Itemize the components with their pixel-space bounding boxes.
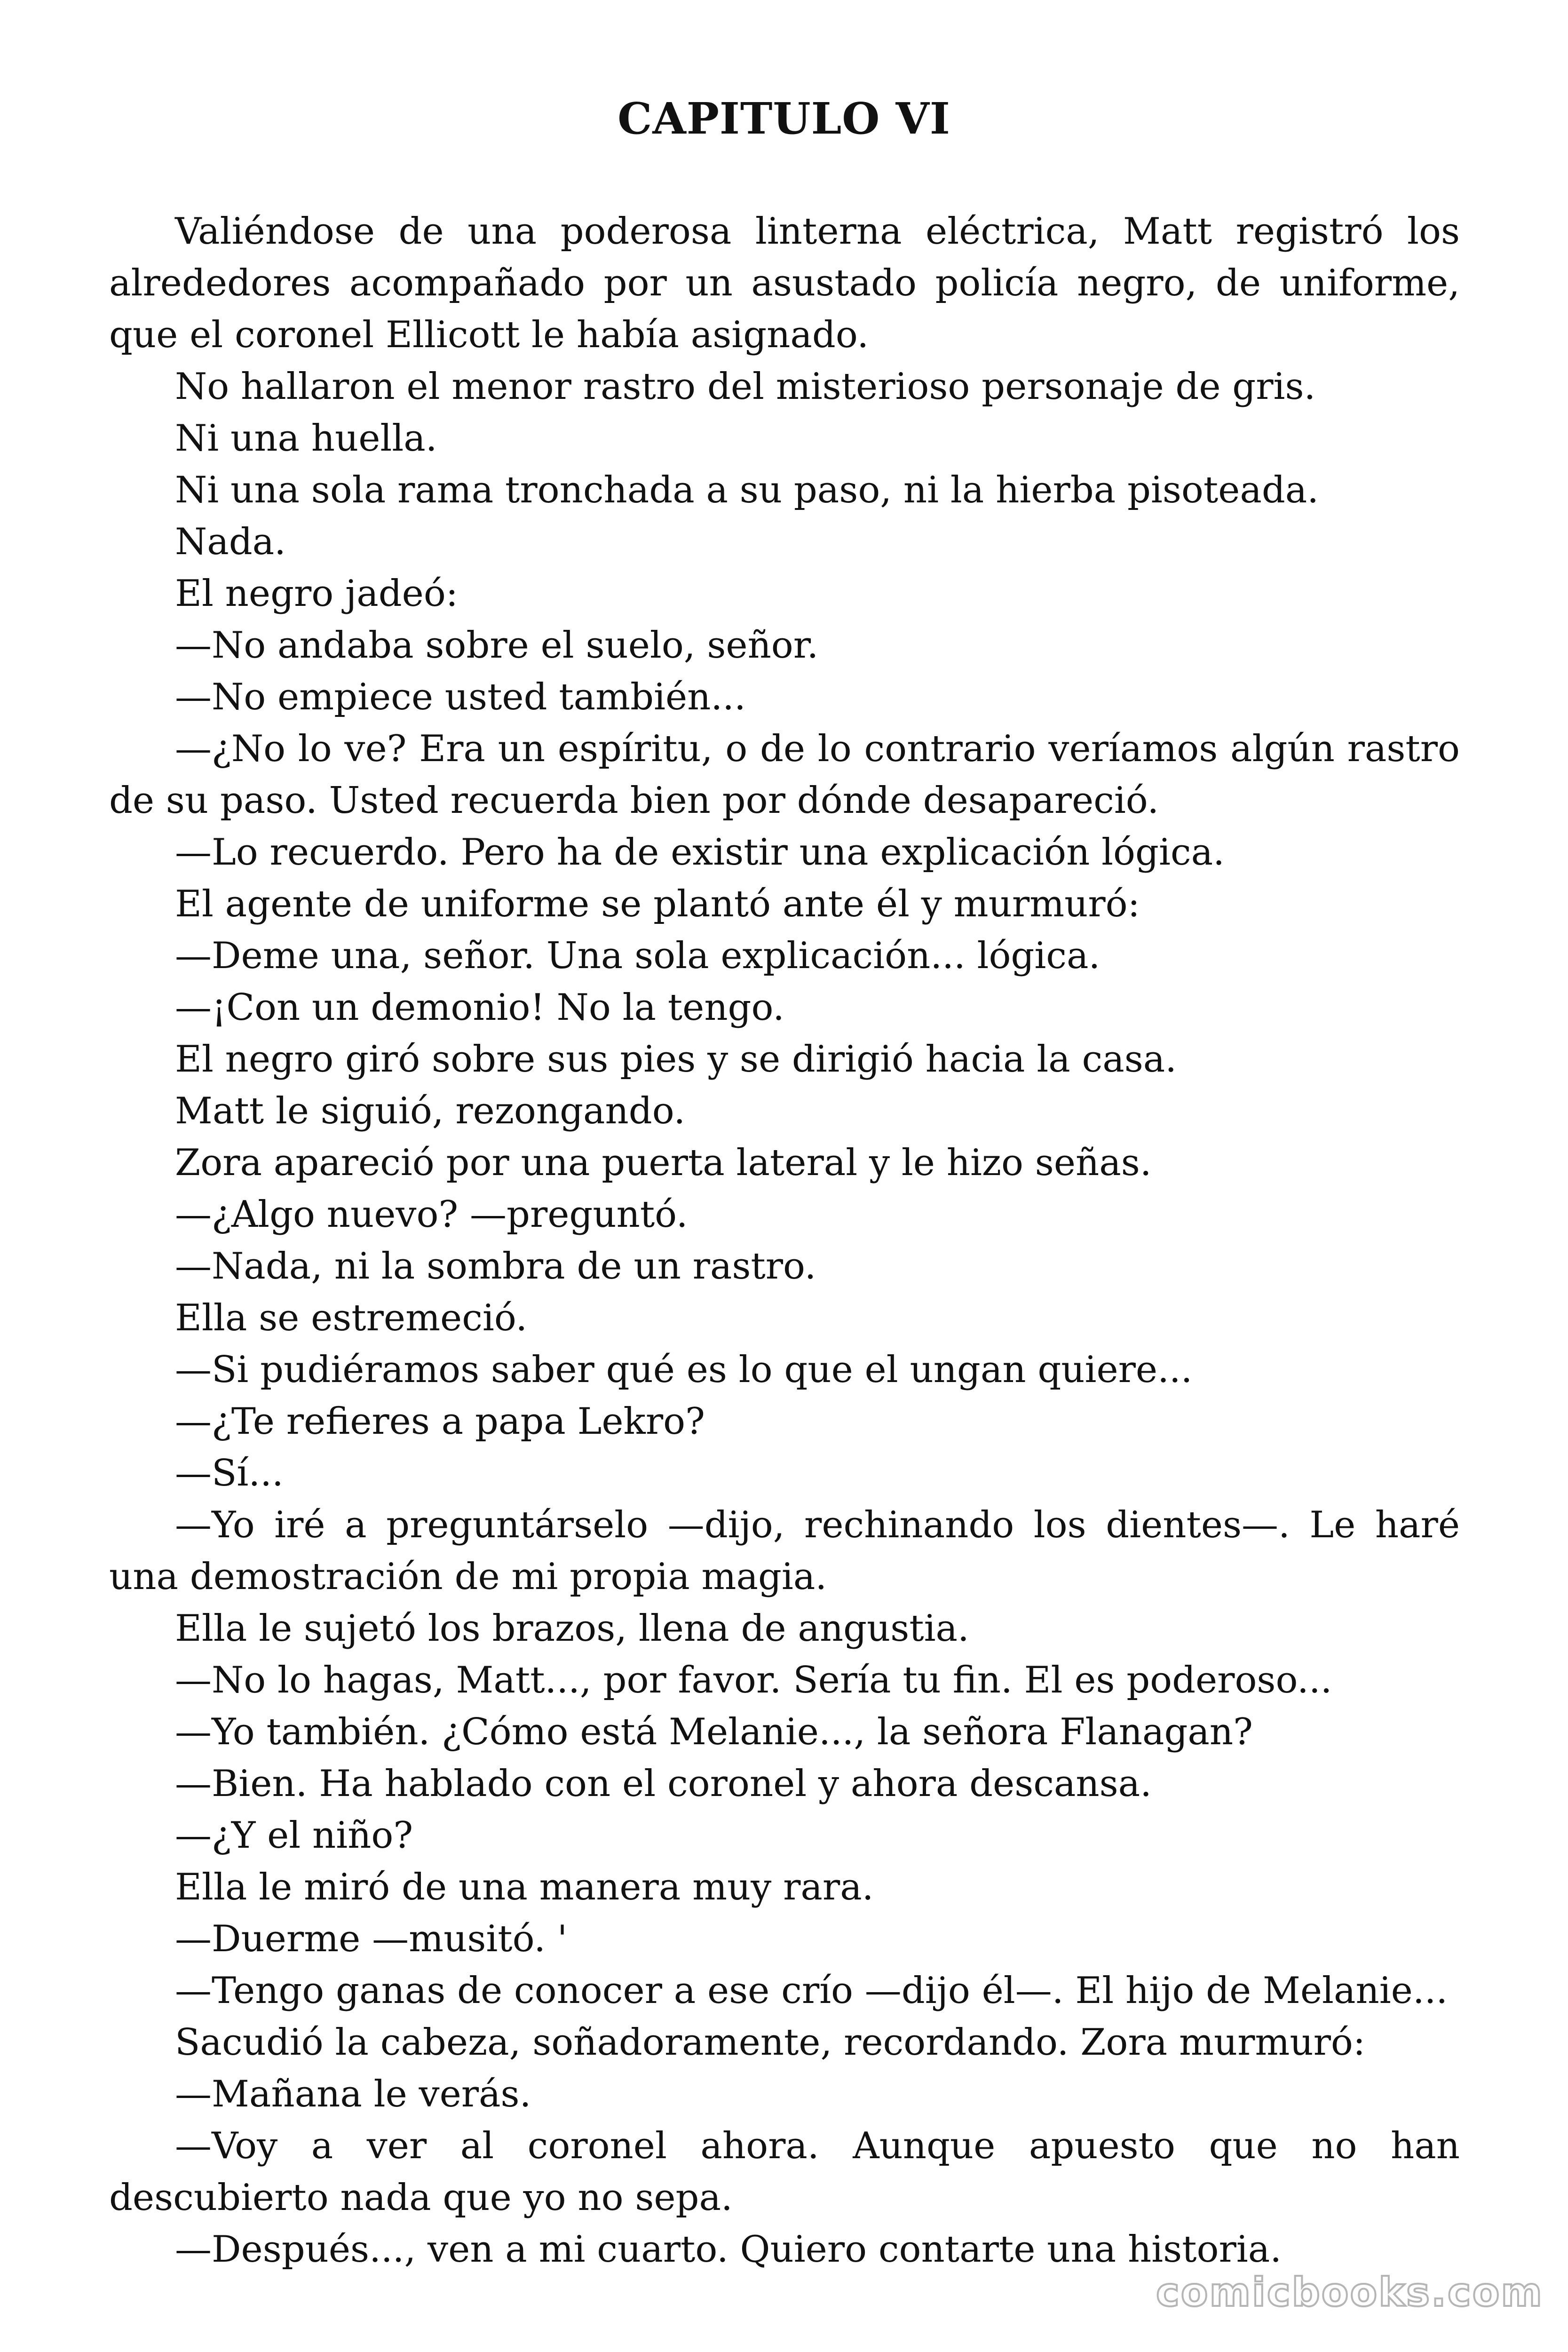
paragraph: —Sí... xyxy=(175,1452,284,1494)
chapter-title: CAPITULO VI xyxy=(618,93,950,144)
paragraph: —¿Y el niño? xyxy=(175,1814,413,1857)
paragraph: —Después..., ven a mi cuarto. Quiero contarte una historia. xyxy=(175,2228,1282,2271)
paragraph: Matt le siguió, rezongando. xyxy=(175,1090,686,1132)
paragraph: El agente de uniforme se plantó ante él y murmuró: xyxy=(175,883,1140,925)
paragraph: —No lo hagas, Matt..., por favor. Sería tu fin. El es poderoso... xyxy=(175,1659,1332,1701)
paragraph: —Lo recuerdo. Pero ha de existir una explicación lógica. xyxy=(175,831,1225,874)
paragraph: Nada. xyxy=(175,521,286,563)
paragraph: Ni una sola rama tronchada a su paso, ni la hierba pisoteada. xyxy=(175,469,1319,511)
paragraph: —Nada, ni la sombra de un rastro. xyxy=(175,1245,816,1287)
paragraph: —Duerme —musitó. ' xyxy=(175,1918,568,1960)
paragraph: —Tengo ganas de conocer a ese crío —dijo él—. El hijo de Melanie... xyxy=(175,1970,1448,2012)
paragraph: El negro giró sobre sus pies y se dirigió hacia la casa. xyxy=(175,1038,1177,1081)
paragraph: —Mañana le verás. xyxy=(175,2073,531,2115)
paragraph: El negro jadeó: xyxy=(175,572,459,615)
paragraph: No hallaron el menor rastro del misterioso personaje de gris. xyxy=(175,366,1316,408)
paragraph: Sacudió la cabeza, soñadoramente, recordando. Zora murmuró: xyxy=(175,2021,1366,2064)
paragraph: —No andaba sobre el suelo, señor. xyxy=(175,624,819,667)
paragraph: Zora apareció por una puerta lateral y le hizo señas. xyxy=(175,1142,1152,1184)
paragraph: —Voy a ver al coronel ahora. Aunque apuesto que no han descubierto nada que yo no sepa. xyxy=(109,2125,1460,2219)
paragraph: —¿Algo nuevo? —preguntó. xyxy=(175,1193,688,1236)
paragraph: Valiéndose de una poderosa linterna eléctrica, Matt registró los alrededores acompañado por un asustado policía negro, de uniforme, que el coronel Ellicott le había asignado. xyxy=(109,210,1460,356)
paragraph: Ni una huella. xyxy=(175,417,437,460)
chapter-body xyxy=(109,206,1460,2275)
paragraph: —Deme una, señor. Una sola explicación... lógica. xyxy=(175,935,1101,977)
paragraph: —¿Te refieres a papa Lekro? xyxy=(175,1400,705,1443)
paragraph: —Yo también. ¿Cómo está Melanie..., la señora Flanagan? xyxy=(175,1711,1253,1753)
paragraph: —No empiece usted también... xyxy=(175,676,746,718)
paragraph: —Bien. Ha hablado con el coronel y ahora descansa. xyxy=(175,1763,1152,1805)
paragraph: —Yo iré a preguntárselo —dijo, rechinando los dientes—. Le haré una demostración de mi propia magia. xyxy=(109,1504,1460,1598)
paragraph: —¿No lo ve? Era un espíritu, o de lo contrario veríamos algún rastro de su paso. Usted recuerda bien por dónde desapareció. xyxy=(109,728,1460,822)
paragraph: Ella se estremeció. xyxy=(175,1297,528,1339)
paragraph: —¡Con un demonio! No la tengo. xyxy=(175,986,784,1029)
paragraph: Ella le miró de una manera muy rara. xyxy=(175,1866,874,1908)
paragraph: —Si pudiéramos saber qué es lo que el ungan quiere... xyxy=(175,1349,1193,1391)
watermark-logo: comicbooks.com xyxy=(1156,2269,1544,2315)
paragraph: Ella le sujetó los brazos, llena de angustia. xyxy=(175,1607,969,1650)
